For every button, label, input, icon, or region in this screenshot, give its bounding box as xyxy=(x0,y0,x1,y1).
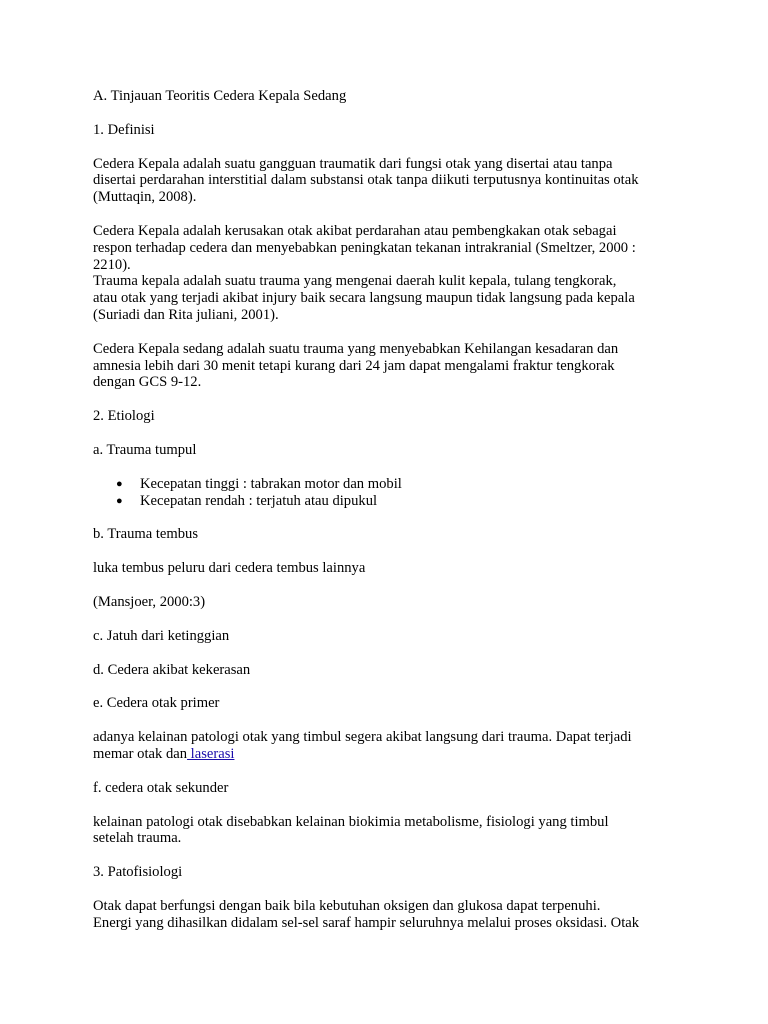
text-line: (Muttaqin, 2008). xyxy=(93,189,197,206)
document-page xyxy=(93,88,693,949)
text-line: dengan GCS 9-12. xyxy=(93,374,202,391)
text-line: (Suriadi dan Rita juliani, 2001). xyxy=(93,306,279,323)
text-line: Cedera Kepala adalah suatu gangguan traumatik dari fungsi otak yang disertai atau tanpa xyxy=(93,155,613,172)
citation: (Mansjoer, 2000:3) xyxy=(93,593,206,610)
list-item xyxy=(93,476,693,493)
text-line: atau otak yang terjadi akibat injury baik secara langsung maupun tidak langsung pada kepala xyxy=(93,290,635,307)
list-item xyxy=(93,493,693,510)
section-heading-definisi: 1. Definisi xyxy=(93,121,155,138)
bullet-list xyxy=(93,476,693,510)
laserasi-link[interactable]: laserasi xyxy=(187,745,235,762)
text-line: Otak dapat berfungsi dengan baik bila kebutuhan oksigen dan glukosa dapat terpenuhi. xyxy=(93,897,601,914)
section-heading-etiologi: 2. Etiologi xyxy=(93,408,155,425)
text-line: Trauma kepala adalah suatu trauma yang mengenai daerah kulit kepala, tulang tengkorak, xyxy=(93,273,617,290)
definition-paragraph-2 xyxy=(93,223,693,273)
etiology-item-b: b. Trauma tembus xyxy=(93,526,198,543)
text-line: amnesia lebih dari 30 menit tetapi kurang dari 24 jam dapat mengalami fraktur tengkorak xyxy=(93,357,615,374)
etiology-item-a: a. Trauma tumpul xyxy=(93,441,197,458)
definition-paragraph-1 xyxy=(93,156,693,206)
list-item-text: Kecepatan tinggi : tabrakan motor dan mobil xyxy=(140,475,402,492)
text-line: Cedera Kepala adalah kerusakan otak akibat perdarahan atau pembengkakan otak sebagai xyxy=(93,222,617,239)
etiology-item-d: d. Cedera akibat kekerasan xyxy=(93,661,251,678)
etiology-item-e: e. Cedera otak primer xyxy=(93,695,220,712)
text-line: adanya kelainan patologi otak yang timbul segera akibat langsung dari trauma. Dapat terjadi xyxy=(93,729,632,746)
definition-paragraph-4 xyxy=(93,341,693,391)
definition-paragraph-3 xyxy=(93,273,693,323)
text-line: Energi yang dihasilkan didalam sel-sel saraf hampir seluruhnya melalui proses oksidasi. Otak xyxy=(93,914,640,931)
text-line: 2210). xyxy=(93,256,131,273)
section-heading-patofisiologi: 3. Patofisiologi xyxy=(93,864,183,881)
etiology-item-e-text xyxy=(93,729,693,763)
pathophysiology-paragraph xyxy=(93,898,693,932)
bullet-icon: ● xyxy=(116,494,123,507)
list-item-text: Kecepatan rendah : terjatuh atau dipukul xyxy=(140,492,378,509)
text-line: Cedera Kepala sedang adalah suatu trauma yang menyebabkan Kehilangan kesadaran dan xyxy=(93,340,619,357)
text-line: kelainan patologi otak disebabkan kelainan biokimia metabolisme, fisiologi yang timbul xyxy=(93,813,609,830)
etiology-item-f-text xyxy=(93,814,693,848)
text-line: respon terhadap cedera dan menyebabkan peningkatan tekanan intrakranial (Smeltzer, 2000 : xyxy=(93,239,636,256)
etiology-item-b-text: luka tembus peluru dari cedera tembus lainnya xyxy=(93,560,366,577)
text-line: setelah trauma. xyxy=(93,830,182,847)
text-fragment: memar otak dan xyxy=(93,745,188,762)
bullet-icon: ● xyxy=(116,477,123,490)
etiology-item-c: c. Jatuh dari ketinggian xyxy=(93,627,230,644)
text-line: disertai perdarahan interstitial dalam substansi otak tanpa diikuti terputusnya kontinuitas otak xyxy=(93,172,639,189)
etiology-item-f: f. cedera otak sekunder xyxy=(93,779,229,796)
text-line xyxy=(93,746,693,763)
document-title: A. Tinjauan Teoritis Cedera Kepala Sedang xyxy=(93,88,347,104)
